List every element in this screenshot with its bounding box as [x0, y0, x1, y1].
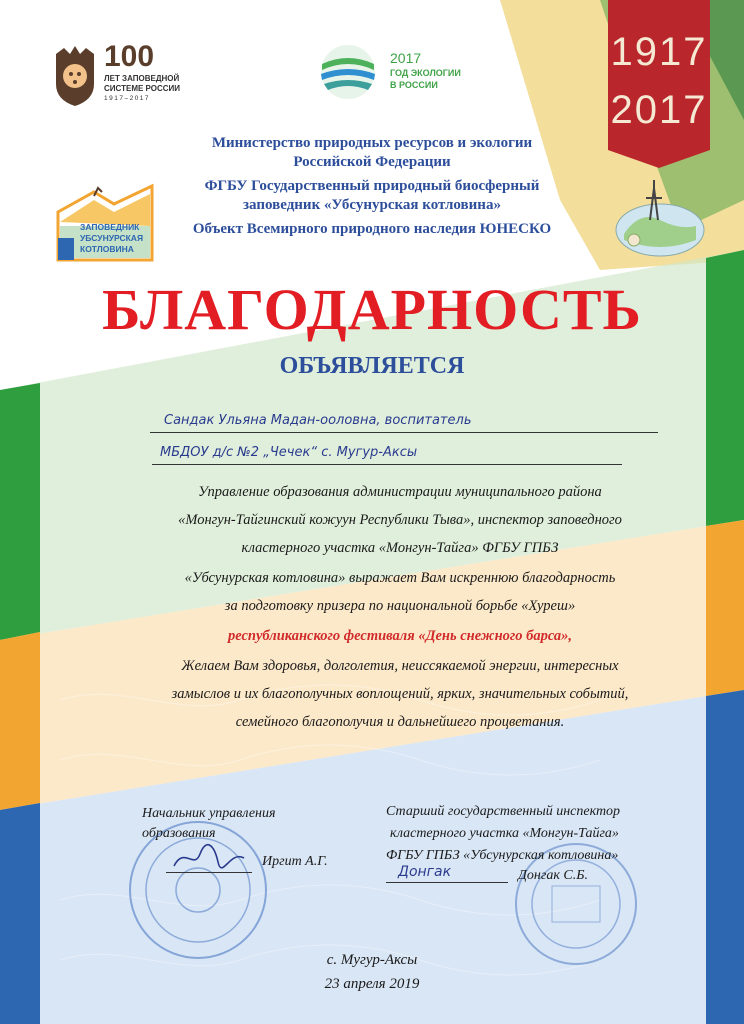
header-line5: Объект Всемирного природного наследия ЮНЕСКО	[192, 221, 552, 237]
right-signatory-title3: ФГБУ ГПБЗ «Убсунурская котловина»	[386, 848, 619, 863]
ecology-year-logo	[318, 44, 488, 104]
body-line8: замыслов и их благополучных воплощений, ярких, значительных событий,	[171, 686, 629, 702]
body-line1: Управление образования администрации муниципального района	[198, 484, 602, 500]
header-line4: заповедник «Убсунурская котловина»	[243, 197, 501, 213]
right-signatory-title1: Старший государственный инспектор	[386, 804, 621, 819]
reserve-logo	[54, 182, 156, 262]
left-signatory-title2: образования	[142, 826, 216, 841]
right-signature-line	[386, 882, 508, 883]
anniversary-line1: ЛЕТ ЗАПОВЕДНОЙ	[104, 74, 180, 83]
heritage-emblem-icon	[610, 174, 710, 260]
left-signature-line	[166, 872, 252, 873]
ecology-year: 2017	[390, 50, 422, 66]
ecology-line2: В РОССИИ	[390, 80, 438, 90]
footer-place: с. Мугур-Аксы	[326, 952, 418, 968]
heritage-emblem	[610, 174, 710, 260]
reserve-line1: ЗАПОВЕДНИК	[80, 222, 140, 232]
left-handwritten-signature	[170, 840, 250, 876]
ribbon-year-start: 1917	[610, 30, 708, 74]
body-line6-highlight: республиканского фестиваля «День снежного барса»,	[227, 628, 573, 644]
header-line1: Министерство природных ресурсов и экологии	[211, 135, 533, 151]
certificate-title: БЛАГОДАРНОСТЬ	[102, 277, 642, 342]
body-line9: семейного благополучия и дальнейшего процветания.	[235, 714, 565, 730]
body-line7: Желаем Вам здоровья, долголетия, неиссякаемой энергии, интересных	[181, 658, 619, 674]
body-line5: за подготовку призера по национальной борьбе «Хуреш»	[224, 598, 576, 614]
recipient-name: Сандак Ульяна Мадан-ооловна, воспитатель	[164, 413, 472, 428]
body-line4: «Убсунурская котловина» выражает Вам искреннюю благодарность	[184, 570, 616, 586]
globe-icon	[318, 44, 382, 100]
recipient-workplace: МБДОУ д/с №2 „Чечек“ с. Мугур-Аксы	[160, 445, 418, 460]
recipient-line1-field	[150, 412, 658, 433]
ribbon-year-end: 2017	[610, 88, 708, 132]
right-handwritten-signature: Донгак	[398, 864, 452, 880]
body-line2: «Монгун-Тайгинский кожуун Республики Тыва», инспектор заповедного	[178, 512, 622, 528]
anniversary-logo	[52, 40, 202, 110]
body-line3: кластерного участка «Монгун-Тайга» ФГБУ ГПБЗ	[241, 540, 559, 556]
anniversary-number: 100	[104, 40, 155, 73]
left-signatory-title1: Начальник управления	[142, 806, 276, 821]
right-signatory-title2: кластерного участка «Монгун-Тайга»	[390, 826, 619, 841]
reserve-line3: КОТЛОВИНА	[80, 244, 134, 254]
anniversary-years: 1917–2017	[104, 95, 151, 102]
header-line2: Российской Федерации	[293, 154, 451, 170]
footer-date: 23 апреля 2019	[324, 976, 420, 992]
reserve-line2: УБСУНУРСКАЯ	[80, 233, 144, 243]
header-line3: ФГБУ Государственный природный биосферный	[204, 178, 540, 194]
certificate-subtitle: ОБЪЯВЛЯЕТСЯ	[279, 353, 465, 379]
leopard-shield-icon	[52, 44, 98, 108]
recipient-line2-field	[152, 444, 622, 465]
ecology-line1: ГОД ЭКОЛОГИИ	[390, 68, 461, 78]
left-signatory-name: Иргит А.Г.	[262, 854, 328, 869]
anniversary-line2: СИСТЕМЕ РОССИИ	[104, 84, 181, 93]
right-signatory-name: Донгак С.Б.	[518, 868, 588, 883]
